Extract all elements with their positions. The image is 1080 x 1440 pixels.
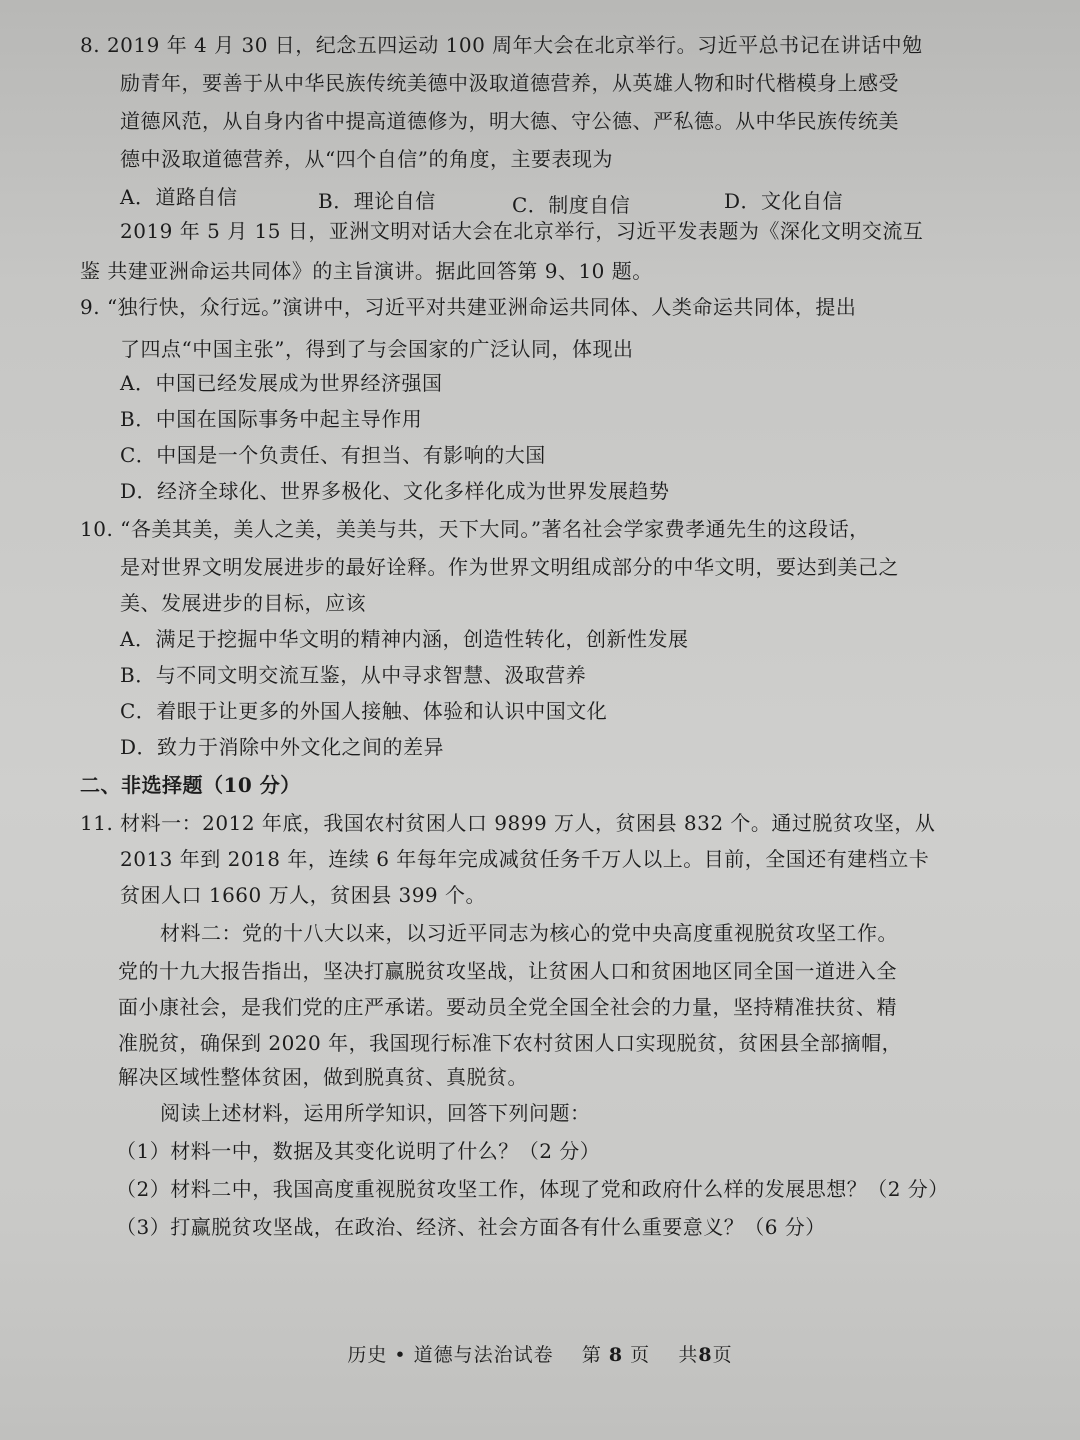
footer-subject: 历史 • 道德与法治试卷	[347, 1344, 554, 1366]
page-footer	[0, 1340, 1080, 1367]
q10-option-a: A．满足于挖掘中华文明的精神内涵，创造性转化，创新性发展	[120, 627, 689, 651]
q8-line-3: 道德风范，从自身内省中提高道德修为，明大德、守公德、严私德。从中华民族传统美	[120, 109, 899, 133]
q11-material1-line-1: 11. 材料一：2012 年底，我国农村贫困人口 9899 万人，贫困县 832 个。通过脱贫攻坚，从	[80, 811, 936, 835]
footer-page-number: 8	[608, 1344, 624, 1366]
q11-question-3: （3）打赢脱贫攻坚战，在政治、经济、社会方面各有什么重要意义？（6 分）	[116, 1215, 826, 1239]
footer-page-label-a: 第	[581, 1344, 602, 1366]
q10-line-3: 美、发展进步的目标，应该	[120, 591, 366, 615]
footer-total-number: 8	[698, 1344, 713, 1366]
q10-line-2: 是对世界文明发展进步的最好诠释。作为世界文明组成部分的中华文明，要达到美己之	[120, 555, 899, 579]
q11-material2-line-5: 解决区域性整体贫困，做到脱真贫、真脱贫。	[118, 1065, 528, 1089]
q9-line-1: 9. “独行快，众行远。”演讲中，习近平对共建亚洲命运共同体、人类命运共同体，提出	[80, 295, 857, 319]
q11-material2-line-2: 党的十九大报告指出，坚决打赢脱贫攻坚战，让贫困人口和贫困地区同全国一道进入全	[118, 959, 897, 983]
intro-line-1: 2019 年 5 月 15 日，亚洲文明对话大会在北京举行，习近平发表题为《深化文明交流互	[120, 219, 924, 243]
q10-line-1: 10. “各美其美，美人之美，美美与共，天下大同。”著名社会学家费孝通先生的这段话，	[80, 517, 870, 541]
q11-material2-line-1: 材料二：党的十八大以来，以习近平同志为核心的党中央高度重视脱贫攻坚工作。	[160, 921, 898, 945]
q8-line-4: 德中汲取道德营养，从“四个自信”的角度，主要表现为	[120, 147, 613, 171]
q10-option-c: C．着眼于让更多的外国人接触、体验和认识中国文化	[120, 699, 608, 723]
q8-line-2: 励青年，要善于从中华民族传统美德中汲取道德营养，从英雄人物和时代楷模身上感受	[120, 71, 899, 95]
q9-option-d: D．经济全球化、世界多极化、文化多样化成为世界发展趋势	[120, 479, 670, 503]
q10-option-d: D．致力于消除中外文化之间的差异	[120, 735, 445, 759]
footer-page-label-b: 页	[630, 1344, 651, 1366]
q10-option-b: B．与不同文明交流互鉴，从中寻求智慧、汲取营养	[120, 663, 587, 687]
q9-option-c: C．中国是一个负责任、有担当、有影响的大国	[120, 443, 546, 467]
q11-question-1: （1）材料一中，数据及其变化说明了什么？（2 分）	[116, 1139, 601, 1163]
q11-material2-line-3: 面小康社会，是我们党的庄严承诺。要动员全党全国全社会的力量，坚持精准扶贫、精	[118, 995, 897, 1019]
q9-line-2: 了四点“中国主张”，得到了与会国家的广泛认同，体现出	[120, 337, 634, 361]
footer-total-label-b: 页	[712, 1344, 733, 1366]
q9-option-b: B．中国在国际事务中起主导作用	[120, 407, 423, 431]
intro-line-2: 鉴 共建亚洲命运共同体》的主旨演讲。据此回答第 9、10 题。	[80, 259, 653, 283]
q8-option-b: B．理论自信	[318, 189, 436, 213]
q11-material2-line-4: 准脱贫，确保到 2020 年，我国现行标准下农村贫困人口实现脱贫，贫困县全部摘帽，	[118, 1031, 903, 1055]
q11-material1-line-3: 贫困人口 1660 万人，贫困县 399 个。	[120, 883, 487, 907]
q11-question-2: （2）材料二中，我国高度重视脱贫攻坚工作，体现了党和政府什么样的发展思想？（2 分）	[116, 1177, 949, 1201]
q11-material1-line-2: 2013 年到 2018 年，连续 6 年每年完成减贫任务千万人以上。目前，全国还有建档立卡	[120, 847, 930, 871]
q8-option-a: A．道路自信	[120, 185, 238, 209]
q8-line-1: 8. 2019 年 4 月 30 日，纪念五四运动 100 周年大会在北京举行。习近平总书记在讲话中勉	[80, 33, 923, 57]
q8-option-c: C．制度自信	[512, 193, 631, 217]
q8-option-d: D．文化自信	[724, 189, 844, 213]
footer-total-label-a: 共	[678, 1344, 699, 1366]
section-2-title: 二、非选择题（10 分）	[80, 773, 301, 797]
q11-prompt: 阅读上述材料，运用所学知识，回答下列问题：	[160, 1101, 591, 1125]
q9-option-a: A．中国已经发展成为世界经济强国	[120, 371, 443, 395]
